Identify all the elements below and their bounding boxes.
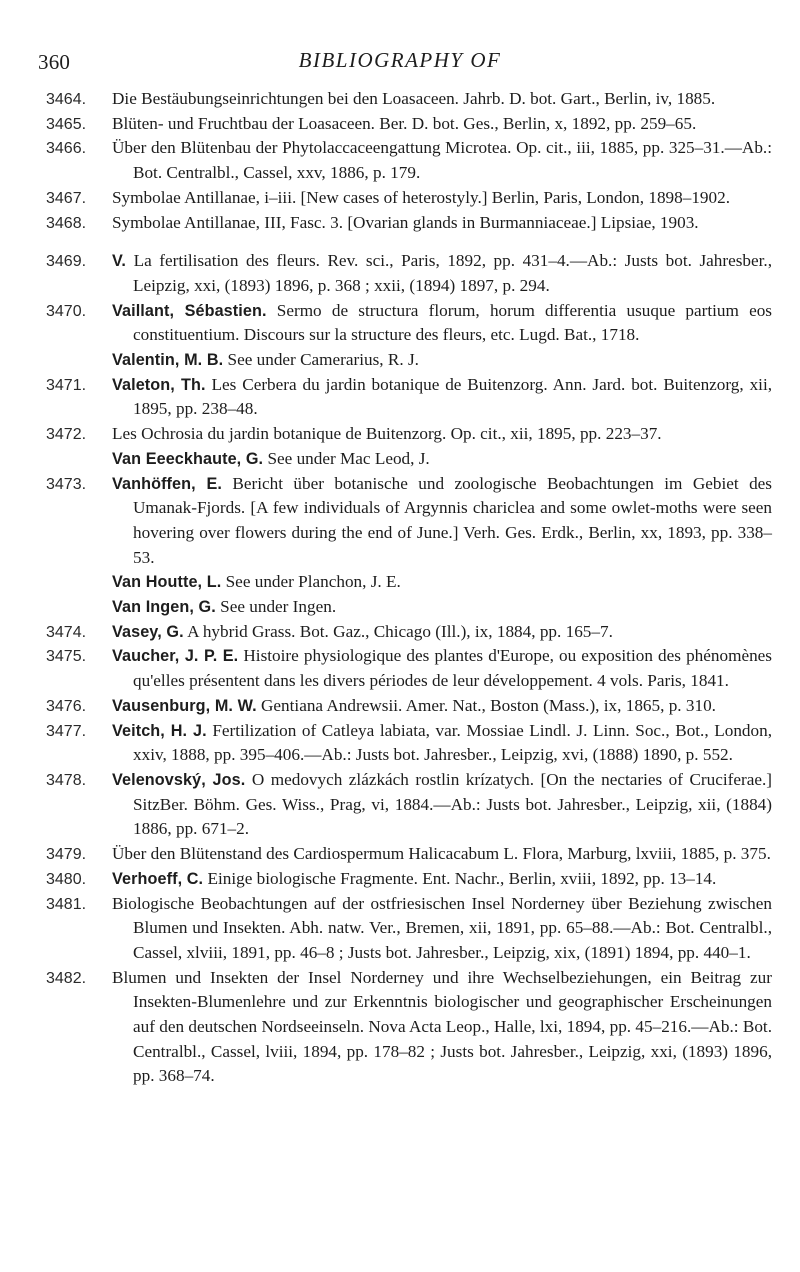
entry-number: 3464. xyxy=(46,91,87,108)
entry-body xyxy=(112,620,772,645)
entry-number: 3469. xyxy=(46,253,87,271)
entry-author: Vausenburg, M. W. xyxy=(112,696,257,715)
entry-text: Gentiana Andrewsii. Amer. Nat., Boston (Mass.), ix, 1865, p. 310. xyxy=(261,695,716,715)
entry-number: 3470. xyxy=(46,302,87,320)
bib-entry xyxy=(0,348,800,373)
entry-text: See under Planchon, J. E. xyxy=(225,572,401,592)
bib-entry xyxy=(0,447,800,472)
bib-entry xyxy=(0,186,800,211)
bib-entry xyxy=(0,87,800,112)
entry-number: 3471. xyxy=(46,376,87,394)
entry-text: See under Camerarius, R. J. xyxy=(227,350,419,370)
entry-number: 3467. xyxy=(46,189,87,207)
entry-author: Vanhöffen, E. xyxy=(112,474,222,493)
bib-entry xyxy=(0,892,800,966)
entry-number: 3478. xyxy=(46,771,87,789)
entry-text: Über den Blütenbau der Phytolaccaceengattung Microtea. Op. cit., iii, 1885, pp. 325–31.—Ab.: Bot. Centralbl., Cassel, xxv, 1886, p. 179. xyxy=(112,138,772,183)
entry-number: 3481. xyxy=(46,895,87,913)
bib-entry xyxy=(0,644,800,693)
entry-author: Van Houtte, L. xyxy=(112,573,222,592)
entry-body xyxy=(112,249,772,298)
bib-entry xyxy=(0,136,800,185)
entry-text: O medovych zlázkách rostlin krízatych. [On the nectaries of Cruciferae.] SitzBer. Böhm. Ges. Wiss., Prag, vi, 1884.—Ab.: Justs bot. Jahresber., Leipzig, xii, (1884) 1886, pp. 671–2. xyxy=(133,769,773,839)
entry-number: 3465. xyxy=(46,115,87,133)
section-gap xyxy=(0,235,800,249)
entry-body xyxy=(112,892,772,966)
bib-entry xyxy=(0,768,800,842)
entry-text: La fertilisation des fleurs. Rev. sci., Paris, 1892, pp. 431–4.—Ab.: Justs bot. Jahresber., Leipzig, xxi, (1893) 1896, p. 368 ; xxii, (1894) 1897, p. 294. xyxy=(133,251,773,295)
entry-text: Les Cerbera du jardin botanique de Buitenzorg. Ann. Jard. bot. Buitenzorg, xii, 1895, pp. 238–48. xyxy=(133,374,773,419)
entry-body xyxy=(112,842,772,867)
entry-body xyxy=(112,595,772,620)
entry-text: See under Mac Leod, J. xyxy=(267,448,430,468)
entry-text: A hybrid Grass. Bot. Gaz., Chicago (Ill.), ix, 1884, pp. 165–7. xyxy=(187,621,613,641)
entry-author: Vaillant, Sébastien. xyxy=(112,301,267,320)
entry-text: Symbolae Antillanae, III, Fasc. 3. [Ovarian glands in Burmanniaceae.] Lipsiae, 1903. xyxy=(112,212,699,232)
bib-entry xyxy=(0,867,800,892)
entry-number: 3479. xyxy=(46,846,87,864)
entry-number: 3476. xyxy=(46,697,87,715)
entry-text: Fertilization of Catleya labiata, var. Mossiae Lindl. J. Linn. Soc., Bot., London, xxiv, 1888, pp. 395–406.—Ab.: Justs bot. Jahresber., Leipzig, xvi, (1888) 1890, p. 552. xyxy=(133,720,772,765)
entry-author: Valentin, M. B. xyxy=(112,351,224,370)
entry-number: 3472. xyxy=(46,426,87,444)
entry-text: Blumen und Insekten der Insel Norderney und ihre Wechselbeziehungen, ein Beitrag zur Insekten-Blumenlehre und zur Erkenntnis biologischer und geographischer Erscheinungen auf den deutschen Nordseeinseln. Nova Acta Leop., Halle, lxi, 1894, pp. 45–216.—Ab.: Bot. Centralbl., Cassel, lviii, 1894, pp. 178–82 ; Justs bot. Jahresber., Leipzig, xxi, (1893) 1896, pp. 368–74. xyxy=(112,967,772,1086)
entry-body xyxy=(112,299,772,348)
entry-author: Van Ingen, G. xyxy=(112,598,216,617)
entry-body xyxy=(112,768,772,842)
entry-author: Van Eeeckhaute, G. xyxy=(112,449,264,468)
entry-author: Valeton, Th. xyxy=(112,375,206,394)
entry-body xyxy=(112,211,772,236)
entry-number: 3466. xyxy=(46,140,87,158)
entry-body xyxy=(112,966,772,1090)
bibliography-entries xyxy=(0,87,800,1089)
bib-entry xyxy=(0,112,800,137)
page-number: 360 xyxy=(38,50,71,74)
entry-text: Symbolae Antillanae, i–iii. [New cases of heterostyly.] Berlin, Paris, London, 1898–1902. xyxy=(112,187,731,207)
entry-author: Vasey, G. xyxy=(112,622,184,641)
running-head xyxy=(0,44,800,80)
entry-body xyxy=(112,694,772,719)
entry-number: 3475. xyxy=(46,648,87,666)
entry-author: Verhoeff, C. xyxy=(112,869,204,888)
entry-text: Die Bestäubungseinrichtungen bei den Loasaceen. Jahrb. D. bot. Gart., Berlin, iv, 1885. xyxy=(112,89,716,108)
bib-entry xyxy=(0,620,800,645)
entry-number: 3468. xyxy=(46,214,87,232)
entry-body xyxy=(112,87,772,112)
entry-text: Biologische Beobachtungen auf der ostfriesischen Insel Norderney über Beziehung zwischen Blumen und Insekten. Abh. natw. Ver., Bremen, xii, 1891, pp. 65–88.—Ab.: Bot. Centralbl., Cassel, xlviii, 1891, pp. 46–8 ; Justs bot. Jahresber., Leipzig, xix, (1891) 1894, pp. 440–1. xyxy=(112,893,772,962)
entry-number: 3482. xyxy=(46,969,87,987)
entry-body xyxy=(112,472,772,571)
entry-text: Blüten- und Fruchtbau der Loasaceen. Ber. D. bot. Ges., Berlin, x, 1892, pp. 259–65. xyxy=(112,113,697,133)
entry-text: See under Ingen. xyxy=(220,597,337,617)
bib-entry xyxy=(0,595,800,620)
entry-body xyxy=(112,447,772,472)
entry-body xyxy=(112,136,772,185)
entry-body xyxy=(112,422,772,447)
bib-entry xyxy=(0,719,800,768)
bib-entry xyxy=(0,694,800,719)
entry-body xyxy=(112,112,772,137)
entry-text: Bericht über botanische und zoologische Beobachtungen im Gebiet des Umanak-Fjords. [A few individuals of Argynnis chariclea and some owlet-moths were seen hovering over flowers during the end of June.] Verh. Ges. Erdk., Berlin, xx, 1893, pp. 338–53. xyxy=(133,473,772,567)
entry-body xyxy=(112,867,772,892)
entry-number: 3477. xyxy=(46,722,87,740)
bib-entry xyxy=(0,373,800,422)
entry-body xyxy=(112,186,772,211)
bib-entry xyxy=(0,249,800,298)
entry-text: Les Ochrosia du jardin botanique de Buitenzorg. Op. cit., xii, 1895, pp. 223–37. xyxy=(112,424,662,444)
entry-body xyxy=(112,348,772,373)
entry-number: 3480. xyxy=(46,870,87,888)
entry-author: Vaucher, J. P. E. xyxy=(112,647,239,666)
entry-text: Histoire physiologique des plantes d'Europe, ou exposition des phénomènes qu'elles présentent dans les divers périodes de leur développement. 4 vols. Paris, 1841. xyxy=(133,646,772,691)
entry-body xyxy=(112,644,772,693)
entry-body xyxy=(112,570,772,595)
entry-author: V. xyxy=(112,252,127,271)
running-title: BIBLIOGRAPHY OF xyxy=(298,48,502,72)
bib-entry xyxy=(0,570,800,595)
bib-entry xyxy=(0,299,800,348)
entry-author: Velenovský, Jos. xyxy=(112,770,246,789)
entry-body xyxy=(112,719,772,768)
bib-entry xyxy=(0,422,800,447)
bib-entry xyxy=(0,472,800,571)
entry-text: Sermo de structura florum, horum differentia usuque partium eos constituentium. Discours sur la structure des fleurs, etc. Lugd. Bat., 1718. xyxy=(133,300,772,345)
entry-number: 3474. xyxy=(46,623,87,641)
bib-entry xyxy=(0,211,800,236)
entry-author: Veitch, H. J. xyxy=(112,721,207,740)
bib-entry xyxy=(0,842,800,867)
entry-number: 3473. xyxy=(46,475,87,493)
entry-body xyxy=(112,373,772,422)
bib-entry xyxy=(0,966,800,1090)
entry-text: Über den Blütenstand des Cardiospermum Halicacabum L. Flora, Marburg, lxviii, 1885, p. 375. xyxy=(112,844,771,864)
entry-text: Einige biologische Fragmente. Ent. Nachr., Berlin, xviii, 1892, pp. 13–14. xyxy=(207,868,717,888)
